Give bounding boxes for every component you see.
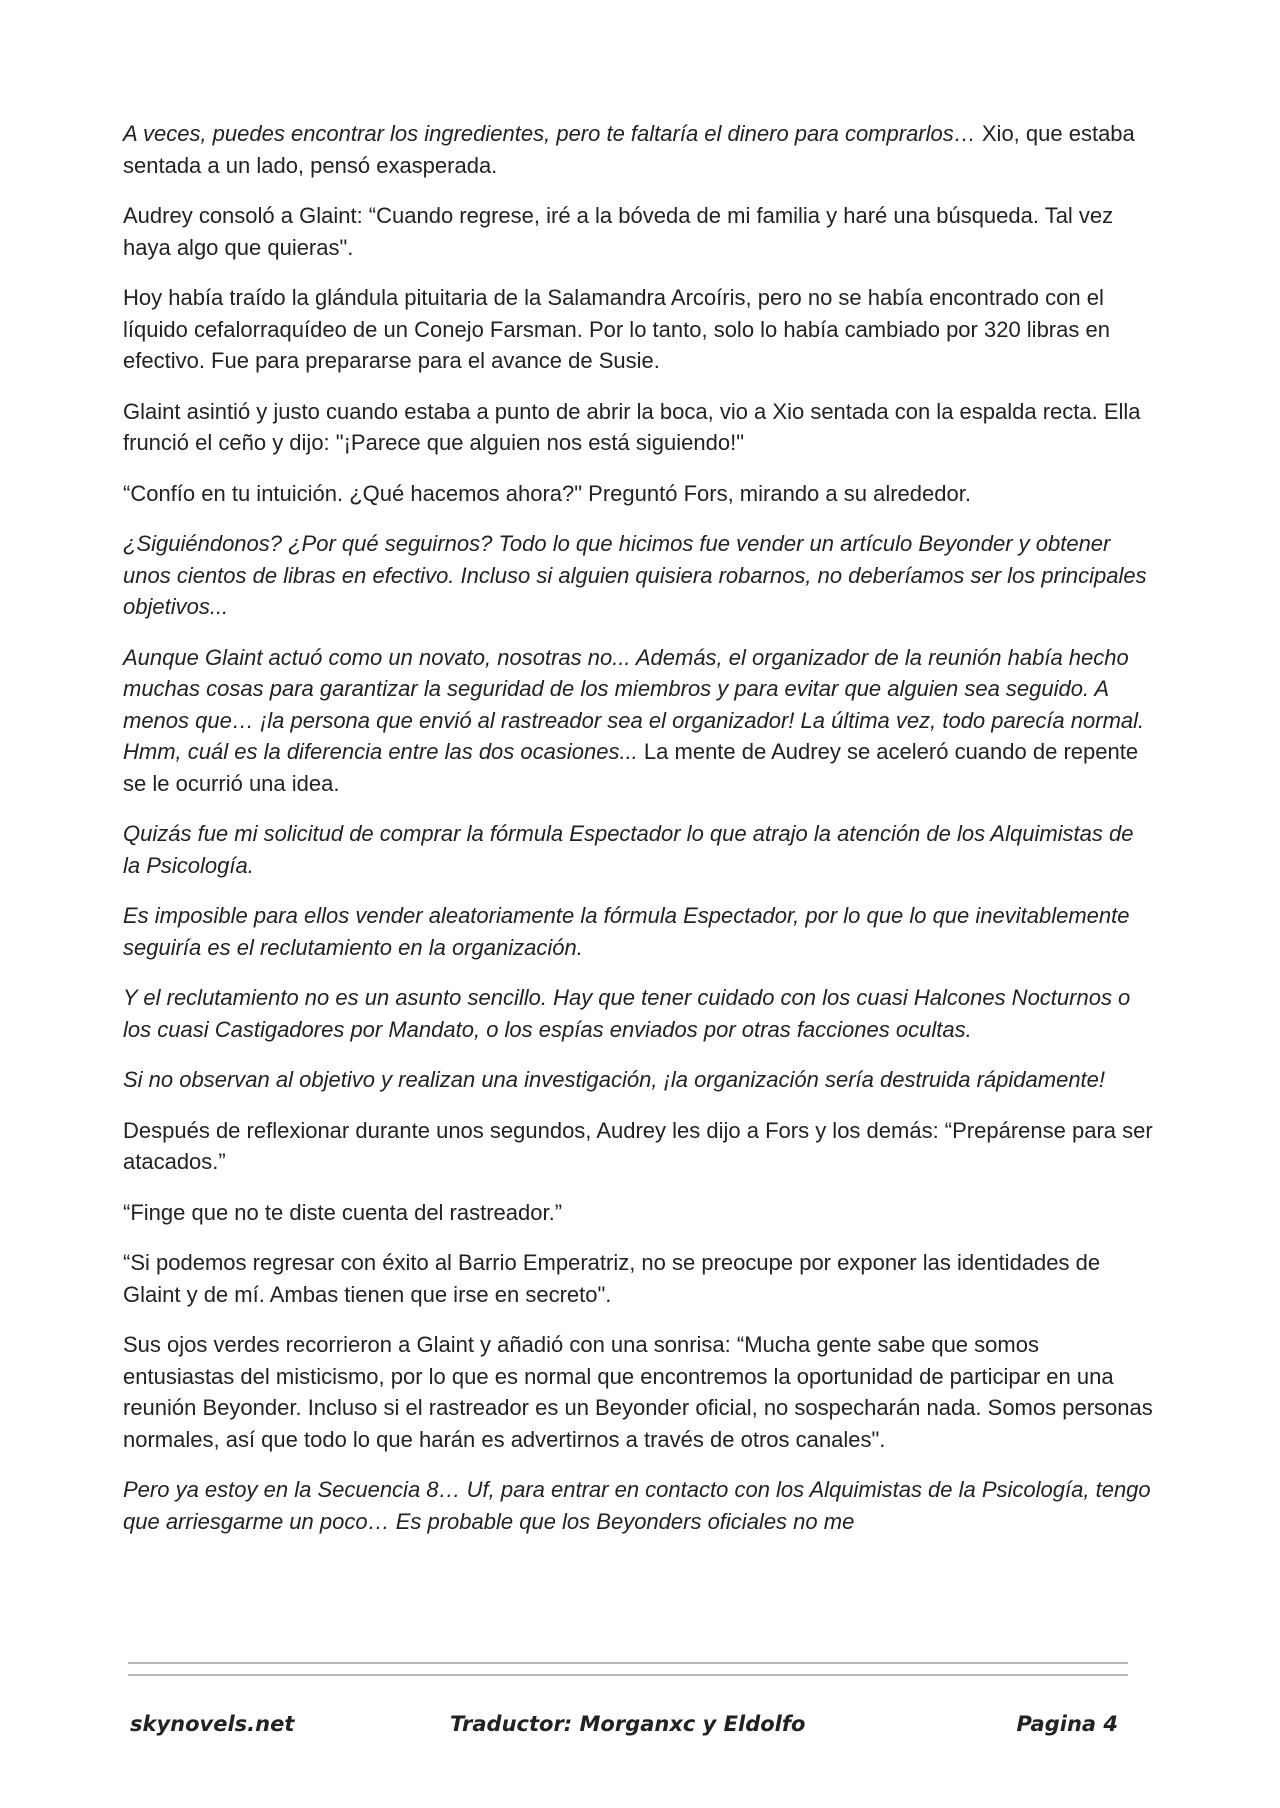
paragraph: [123, 900, 1153, 963]
text: La mente de Audrey se aceleró cuando de repente se le ocurrió una idea.: [123, 739, 1139, 796]
text: Hoy había traído la glándula pituitaria de la Salamandra Arcoíris, pero no se había encontrado con el líquido cefalorraquídeo de un Conejo Farsman. Por lo tanto, solo lo había cambiado por 320 libras en efectivo. Fue para prepararse para el avance de Susie.: [123, 285, 1110, 373]
paragraph: [123, 282, 1153, 377]
paragraph: [123, 1474, 1153, 1537]
text: “Confío en tu intuición. ¿Qué hacemos ahora?" Preguntó Fors, mirando a su alrededor.: [123, 480, 971, 506]
italic-text: Quizás fue mi solicitud de comprar la fórmula Espectador lo que atrajo la atención de los Alquimistas de la Psicología.: [123, 821, 1134, 878]
paragraph: [123, 1247, 1153, 1310]
paragraph: [123, 642, 1153, 800]
text: Después de reflexionar durante unos segundos, Audrey les dijo a Fors y los demás: “Prepárense para ser atacados.”: [123, 1117, 1153, 1174]
paragraph: [123, 818, 1153, 881]
paragraph: [123, 1115, 1153, 1178]
footer-site: skynovels.net: [130, 1712, 295, 1736]
footer-translator: Traductor: Morganxc y Eldolfo: [450, 1712, 806, 1736]
footer-rule-top: [128, 1662, 1128, 1664]
italic-text: ¿Siguiéndonos? ¿Por qué seguirnos? Todo lo que hicimos fue vender un artículo Beyonder y obtener unos cientos de libras en efectivo. Incluso si alguien quisiera robarnos, no deberíamos ser los principales objetivos...: [123, 531, 1147, 619]
italic-text: Si no observan al objetivo y realizan una investigación, ¡la organización sería destruida rápidamente!: [123, 1067, 1106, 1092]
text: Audrey consoló a Glaint: “Cuando regrese, iré a la bóveda de mi familia y haré una búsqueda. Tal vez haya algo que quieras".: [123, 203, 1114, 260]
italic-text: A veces, puedes encontrar los ingredientes, pero te faltaría el dinero para comprarlos…: [123, 121, 976, 146]
paragraph: [123, 528, 1153, 623]
text: “Finge que no te diste cuenta del rastreador.”: [123, 1199, 563, 1225]
footer-page-number: Pagina 4: [1016, 1712, 1118, 1736]
paragraph: [123, 1197, 1153, 1229]
paragraph: [123, 118, 1153, 181]
paragraph: [123, 200, 1153, 263]
italic-text: Pero ya estoy en la Secuencia 8… Uf, para entrar en contacto con los Alquimistas de la Psicología, tengo que arriesgarme un poco… Es probable que los Beyonders oficiales no me: [123, 1477, 1151, 1534]
paragraph: [123, 982, 1153, 1045]
paragraph: [123, 1329, 1153, 1455]
page-footer: [128, 1712, 1128, 1746]
paragraph: [123, 478, 1153, 510]
text: “Si podemos regresar con éxito al Barrio Emperatriz, no se preocupe por exponer las identidades de Glaint y de mí. Ambas tienen que irse en secreto".: [123, 1250, 1101, 1307]
text: Xio, que estaba sentada a un lado, pensó exasperada.: [123, 121, 1135, 178]
text: Sus ojos verdes recorrieron a Glaint y añadió con una sonrisa: “Mucha gente sabe que somos entusiastas del misticismo, por lo que es normal que encontremos la oportunidad de participar en una reunión Beyonder. Incluso si el rastreador es un Beyonder oficial, no sospecharán nada. Somos personas normales, así que todo lo que harán es advertirnos a través de otros canales".: [123, 1332, 1153, 1452]
paragraph: [123, 1064, 1153, 1096]
document-body: [123, 118, 1153, 1556]
text: Glaint asintió y justo cuando estaba a punto de abrir la boca, vio a Xio sentada con la espalda recta. Ella frunció el ceño y dijo: "¡Parece que alguien nos está siguiendo!": [123, 398, 1141, 455]
paragraph: [123, 396, 1153, 459]
italic-text: Es imposible para ellos vender aleatoriamente la fórmula Espectador, por lo que lo que inevitablemente seguiría es el reclutamiento en la organización.: [123, 903, 1130, 960]
italic-text: Y el reclutamiento no es un asunto sencillo. Hay que tener cuidado con los cuasi Halcones Nocturnos o los cuasi Castigadores por Mandato, o los espías enviados por otras facciones ocultas.: [123, 985, 1131, 1042]
italic-text: Aunque Glaint actuó como un novato, nosotras no... Además, el organizador de la reunión había hecho muchas cosas para garantizar la seguridad de los miembros y para evitar que alguien sea seguido. A menos que… ¡la persona que envió al rastreador sea el organizador! La última vez, todo parecía normal. Hmm, cuál es la diferencia entre las dos ocasiones...: [123, 644, 1145, 764]
footer-rule-bottom: [128, 1674, 1128, 1676]
